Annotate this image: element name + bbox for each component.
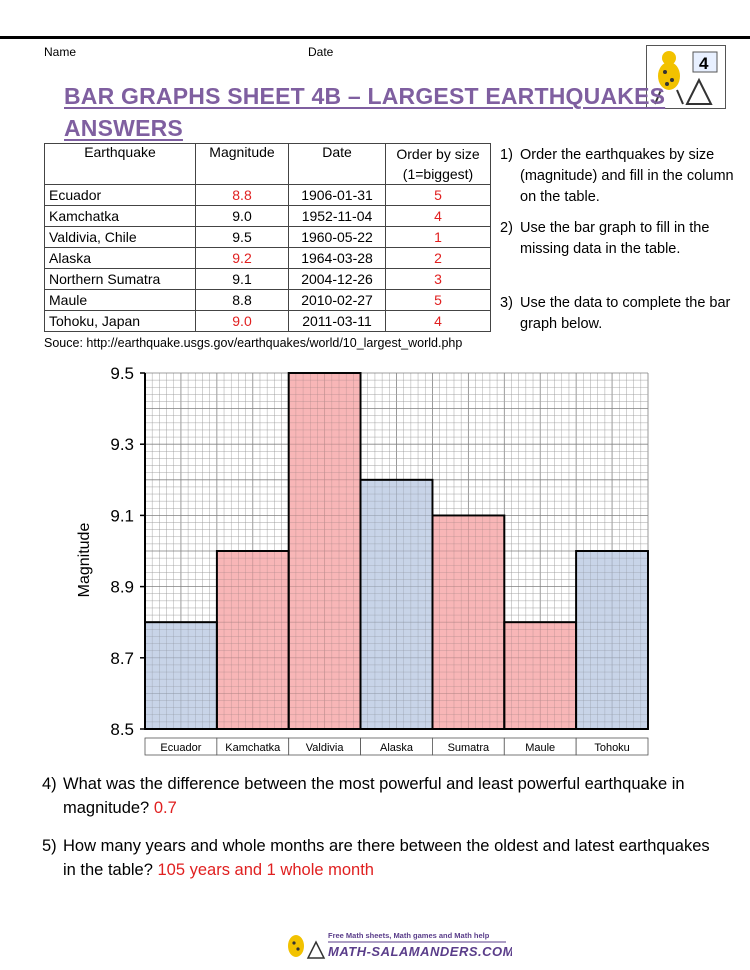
instruction-text: Order the earthquakes by size (magnitude) and fill in the column on the table. — [520, 147, 734, 205]
cell-earthquake: Ecuador — [45, 185, 196, 206]
cell-magnitude: 9.2 — [196, 248, 289, 269]
cell-earthquake: Kamchatka — [45, 206, 196, 227]
title-line-1: BAR GRAPHS SHEET 4B – LARGEST EARTHQUAKES — [64, 83, 666, 109]
cell-earthquake: Tohoku, Japan — [45, 311, 196, 332]
cell-order: 3 — [386, 269, 491, 290]
y-tick-label: 8.5 — [110, 720, 134, 739]
question-number: 5) — [42, 837, 57, 855]
cell-date: 1960-05-22 — [289, 227, 386, 248]
cell-earthquake: Alaska — [45, 248, 196, 269]
cell-order: 2 — [386, 248, 491, 269]
cell-magnitude: 9.0 — [196, 206, 289, 227]
cell-date: 1964-03-28 — [289, 248, 386, 269]
cell-date: 2004-12-26 — [289, 269, 386, 290]
col-earthquake: Earthquake — [45, 144, 196, 185]
instruction-number: 1) — [500, 147, 513, 163]
cell-order: 5 — [386, 290, 491, 311]
col-date: Date — [289, 144, 386, 185]
question-text: What was the difference between the most powerful and least powerful earthquake in magnitude? — [63, 775, 685, 817]
x-tick-label: Ecuador — [160, 742, 202, 754]
instruction-number: 3) — [500, 295, 513, 311]
footer-logo — [282, 928, 512, 965]
question-answer: 0.7 — [153, 799, 177, 817]
cell-date: 1906-01-31 — [289, 185, 386, 206]
y-tick-label: 9.1 — [110, 506, 134, 526]
cell-magnitude: 8.8 — [196, 290, 289, 311]
cell-order: 4 — [386, 311, 491, 332]
title-line-2: ANSWERS — [64, 115, 183, 141]
cell-earthquake: Maule — [45, 290, 196, 311]
col-magnitude: Magnitude — [196, 144, 289, 185]
cell-earthquake: Northern Sumatra — [45, 269, 196, 290]
question-5 — [42, 834, 722, 882]
grade-badge: 4 — [699, 54, 709, 73]
cell-date: 2011-03-11 — [289, 311, 386, 332]
instruction-text: Use the bar graph to fill in the missing data in the table. — [520, 220, 710, 257]
col-order-line-2: (1=biggest) — [402, 166, 474, 182]
question-text: How many years and whole months are there between the oldest and latest earthquakes in the table? — [63, 837, 710, 879]
y-tick-label: 9.3 — [110, 435, 134, 455]
question-4 — [42, 772, 722, 820]
question-answer: 105 years and 1 whole month — [157, 861, 374, 879]
cell-magnitude: 9.1 — [196, 269, 289, 290]
cell-order: 4 — [386, 206, 491, 227]
x-tick-label: Alaska — [379, 742, 414, 754]
source-citation: Souce: http://earthquake.usgs.gov/earthquakes/world/10_largest_world.php — [44, 336, 463, 350]
y-axis-label: Magnitude — [76, 522, 93, 598]
cell-earthquake: Valdivia, Chile — [45, 227, 196, 248]
footer-tagline: Free Math sheets, Math games and Math help — [328, 931, 490, 940]
x-tick-label: Tohoku — [594, 742, 630, 754]
cell-magnitude: 8.8 — [196, 185, 289, 206]
x-tick-label: Maule — [525, 742, 556, 754]
cell-date: 2010-02-27 — [289, 290, 386, 311]
name-label: Name — [44, 45, 77, 59]
instruction-text: Use the data to complete the bar graph below. — [520, 295, 731, 332]
x-tick-label: Valdivia — [305, 742, 344, 754]
cell-date: 1952-11-04 — [289, 206, 386, 227]
cell-magnitude: 9.0 — [196, 311, 289, 332]
y-tick-label: 8.9 — [110, 577, 134, 597]
footer-site: MATH-SALAMANDERS.COM — [328, 944, 512, 959]
y-tick-label: 8.7 — [110, 648, 134, 668]
cell-order: 5 — [386, 185, 491, 206]
cell-order: 1 — [386, 227, 491, 248]
x-tick-label: Kamchatka — [225, 742, 281, 754]
col-order-line-1: Order by size — [396, 146, 480, 162]
question-number: 4) — [42, 775, 57, 793]
instruction-number: 2) — [500, 220, 513, 236]
cell-magnitude: 9.5 — [196, 227, 289, 248]
date-label: Date — [308, 45, 334, 59]
y-tick-label: 9.5 — [110, 364, 134, 383]
x-tick-label: Sumatra — [447, 742, 490, 754]
